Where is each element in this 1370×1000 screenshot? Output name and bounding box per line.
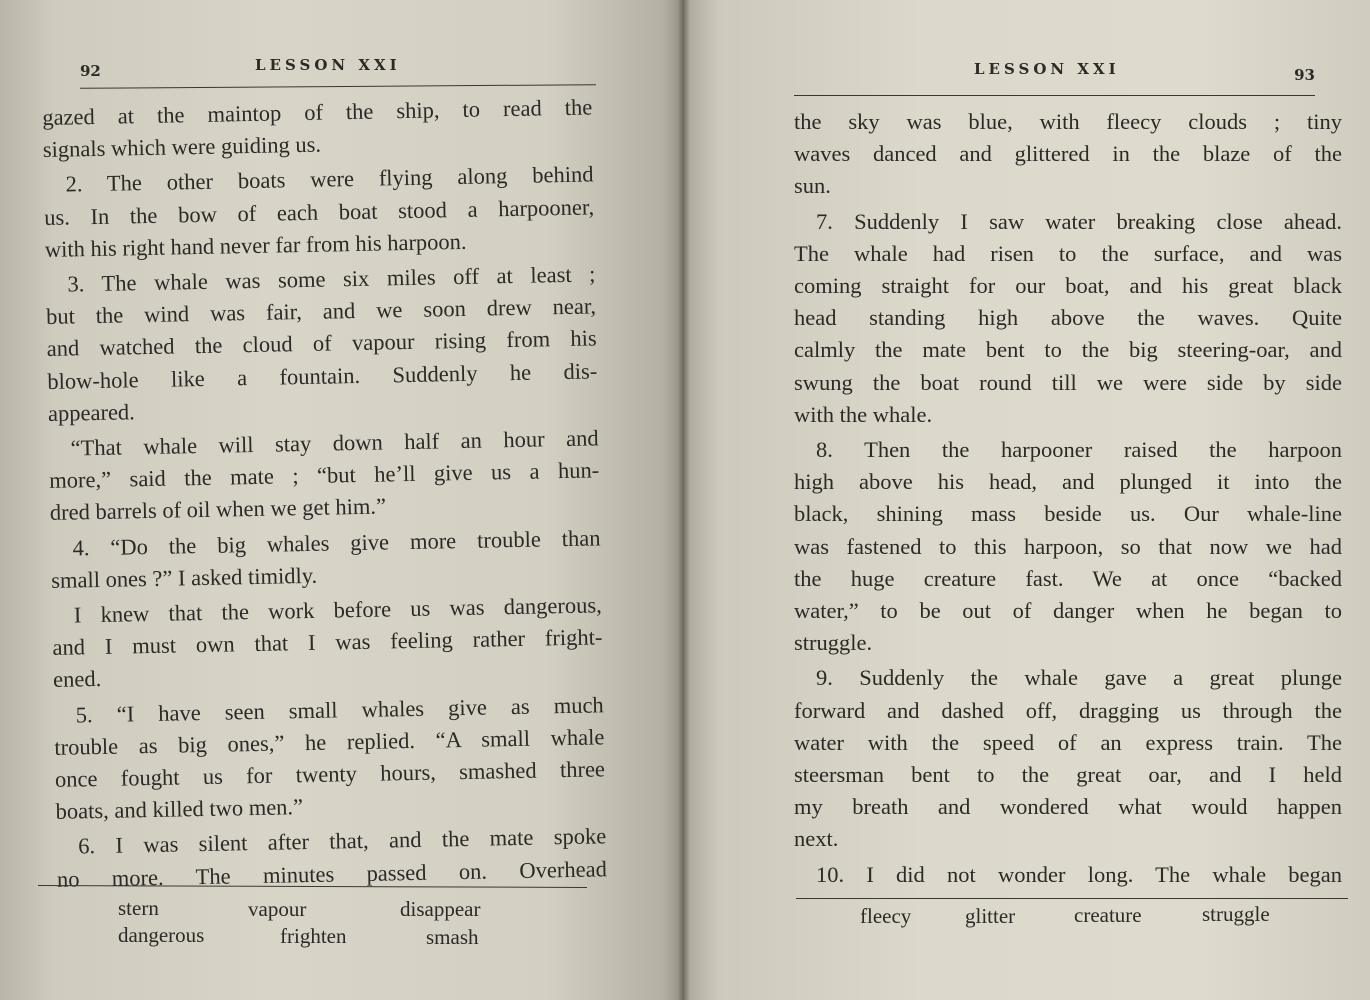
text-line: gazed at the maintop of the ship, to read the xyxy=(42,94,593,130)
vocabulary-list xyxy=(118,896,518,956)
text-line: with the whale. xyxy=(794,401,933,427)
text-line: appeared. xyxy=(47,399,136,426)
text-line: trouble as big ones,” he replied. “A small whale xyxy=(54,724,605,760)
running-title: LESSON XXI xyxy=(255,56,401,74)
page-number: 92 xyxy=(80,62,101,80)
text-line: 8. Then the harpooner raised the harpoon xyxy=(816,437,1342,463)
text-line: my breath and wondered what would happen xyxy=(794,794,1342,820)
vocabulary-word: glitter xyxy=(965,904,1016,928)
text-line: us. In the bow of each boat stood a harpooner, xyxy=(43,194,595,230)
footer-rule xyxy=(796,898,1348,899)
vocabulary-word: stern xyxy=(118,896,159,920)
text-line: blow-hole like a fountain. Suddenly he dis- xyxy=(47,358,598,394)
text-line: water with the speed of an express train. The xyxy=(794,729,1342,755)
vocabulary-word: struggle xyxy=(1202,902,1270,926)
text-line: small ones ?” I asked timidly. xyxy=(50,562,318,593)
text-line: The whale had risen to the surface, and was xyxy=(794,240,1342,266)
text-line: dred barrels of oil when we get him.” xyxy=(49,493,387,526)
text-line: 9. Suddenly the whale gave a great plunge xyxy=(816,665,1342,691)
left-page xyxy=(0,0,684,1000)
text-line: struggle. xyxy=(794,630,873,656)
page-number: 93 xyxy=(1294,66,1315,84)
header-rule xyxy=(794,95,1315,96)
book-gutter xyxy=(678,0,690,1000)
text-line: 4. “Do the big whales give more trouble than xyxy=(72,525,601,561)
text-line: sun. xyxy=(794,173,831,199)
text-line: calmly the mate bent to the big steering-oar, and xyxy=(794,337,1342,363)
text-line: steersman bent to the great oar, and I held xyxy=(794,762,1342,788)
text-line: coming straight for our boat, and his great black xyxy=(794,273,1342,299)
vocabulary-word: vapour xyxy=(248,897,307,921)
text-line: forward and dashed off, dragging us through the xyxy=(794,697,1342,723)
text-line: swung the boat round till we were side by side xyxy=(794,369,1342,395)
text-line: 2. The other boats were flying along behind xyxy=(65,161,594,197)
vocabulary-word: smash xyxy=(426,925,479,949)
text-line: the huge creature fast. We at once “backed xyxy=(794,565,1342,591)
text-line: 7. Suddenly I saw water breaking close ahead. xyxy=(816,208,1342,234)
text-line: 10. I did not wonder long. The whale began xyxy=(816,861,1342,887)
vocabulary-list xyxy=(860,904,1300,934)
text-line: with his right hand never far from his harpoon. xyxy=(44,228,467,262)
text-line: and I must own that I was feeling rather fright- xyxy=(52,624,603,661)
text-line: ened. xyxy=(52,666,102,693)
text-line: high above his head, and plunged it into the xyxy=(794,469,1342,495)
vocabulary-word: disappear xyxy=(400,897,481,921)
right-page xyxy=(684,0,1370,1000)
left-page-body xyxy=(42,91,607,895)
text-line: and watched the cloud of vapour rising from his xyxy=(46,325,597,362)
text-line: but the wind was fair, and we soon drew near, xyxy=(45,293,597,330)
vocabulary-word: frighten xyxy=(280,924,347,948)
left-page-header xyxy=(80,56,596,86)
text-line: more,” said the mate ; “but he’ll give us a hun- xyxy=(49,457,600,494)
text-line: “That whale will stay down half an hour and xyxy=(70,425,599,461)
text-line: no more. The minutes passed on. Overhead xyxy=(56,855,608,892)
text-line: was fastened to this harpoon, so that now we had xyxy=(794,533,1342,559)
vocabulary-word: fleecy xyxy=(860,904,912,928)
right-page-body xyxy=(794,106,1342,891)
text-line: signals which were guiding us. xyxy=(42,131,322,163)
right-page-header xyxy=(794,60,1315,90)
text-line: 6. I was silent after that, and the mate spoke xyxy=(78,823,607,859)
text-line: 3. The whale was some six miles off at least ; xyxy=(67,261,596,297)
text-line: black, shining mass beside us. Our whale-line xyxy=(794,501,1342,527)
vocabulary-word: dangerous xyxy=(118,923,205,947)
text-line: the sky was blue, with fleecy clouds ; tiny xyxy=(794,109,1342,134)
running-title: LESSON XXI xyxy=(974,60,1120,78)
text-line: next. xyxy=(794,826,839,852)
text-line: boats, and killed two men.” xyxy=(55,794,304,825)
vocabulary-word: creature xyxy=(1074,903,1142,927)
text-line: I knew that the work before us was dangerous, xyxy=(73,592,602,628)
text-line: water,” to be out of danger when he began to xyxy=(794,598,1342,624)
text-line: waves danced and glittered in the blaze of the xyxy=(794,141,1342,167)
text-line: 5. “I have seen small whales give as much xyxy=(75,691,604,728)
text-line: once fought us for twenty hours, smashed three xyxy=(54,756,606,792)
text-line: head standing high above the waves. Quite xyxy=(794,305,1342,331)
